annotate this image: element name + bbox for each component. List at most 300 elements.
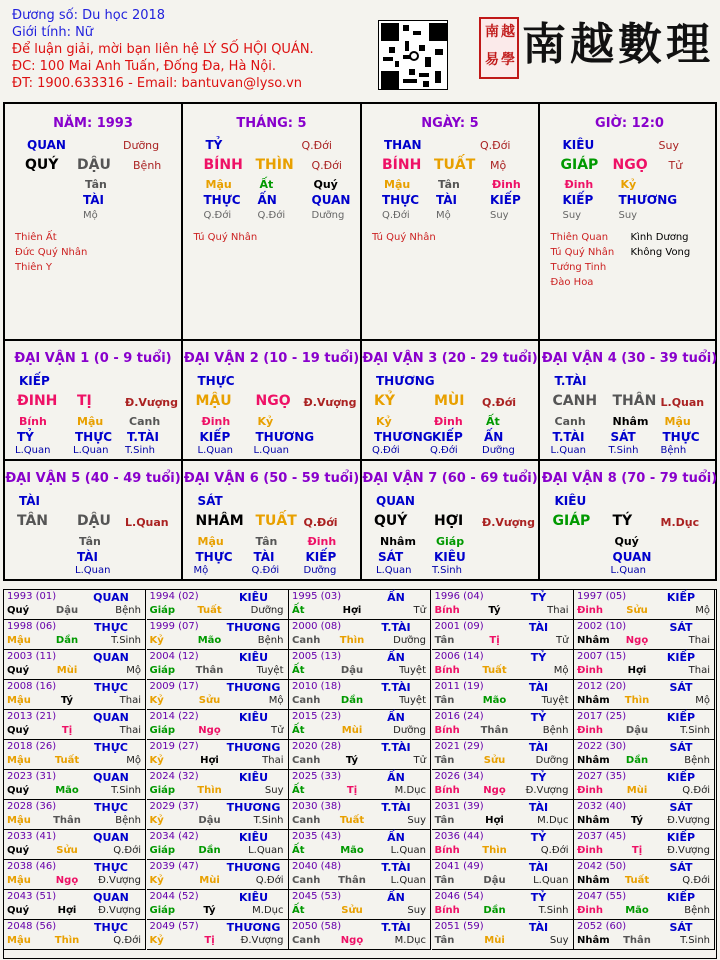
ten-god: THỰC — [94, 861, 128, 874]
pillar-4 — [541, 104, 719, 339]
year-label: 2050 (58) — [292, 921, 342, 932]
ten-god: QUAN — [93, 651, 129, 664]
year-label: 2008 (16) — [7, 681, 57, 692]
qr-module — [385, 27, 395, 37]
year-branch: Thân — [480, 725, 509, 736]
heavenly-stem: CANH — [552, 393, 598, 409]
hidden-god: THỰC — [195, 550, 233, 564]
year-label: 2007 (15) — [577, 651, 627, 662]
year-label: 2049 (57) — [149, 921, 199, 932]
year-phase: Bệnh — [257, 635, 284, 646]
year-cell[interactable] — [432, 650, 574, 680]
year-stem: Tân — [434, 635, 455, 646]
hidden-phase: Q.Đới — [251, 565, 280, 576]
status: Q.Đới — [311, 159, 342, 172]
year-phase: Q.Đới — [113, 845, 141, 856]
hidden-stem: Canh — [554, 415, 586, 428]
phase: Suy — [658, 139, 679, 152]
hidden-phase: Suy — [618, 210, 638, 221]
earthly-branch: TUẤT — [434, 157, 476, 173]
hidden-phase: Q.Đới — [430, 445, 458, 456]
qr-module — [395, 61, 399, 67]
ten-god: THỰC — [94, 801, 128, 814]
year-cell[interactable] — [147, 770, 289, 800]
ten-god: QUAN — [93, 591, 129, 604]
year-label: 2022 (30) — [577, 741, 627, 752]
ten-god: KIẾP — [19, 374, 50, 388]
phase: Đ.Vượng — [125, 396, 179, 409]
star: Thiên Ất — [15, 232, 57, 243]
year-label: 2026 (34) — [434, 771, 484, 782]
year-stem: Kỷ — [149, 695, 164, 706]
year-cell[interactable] — [147, 590, 289, 620]
year-phase: L.Quan — [248, 845, 284, 856]
year-stem: Quý — [7, 785, 30, 796]
ten-god: KIẾP — [666, 711, 696, 724]
year-stem: Mậu — [7, 875, 31, 886]
year-branch: Thìn — [197, 785, 222, 796]
year-branch: Dần — [483, 905, 506, 916]
year-cell[interactable] — [289, 650, 431, 680]
year-branch: Tị — [204, 935, 215, 946]
dai-van-title: ĐẠI VẬN 3 (20 - 29 tuổi) — [362, 351, 538, 366]
hidden-phase: L.Quan — [197, 445, 233, 456]
year-phase: Suy — [549, 935, 569, 946]
year-cell[interactable] — [289, 590, 431, 620]
year-stem: Giáp — [149, 665, 176, 676]
year-cell[interactable] — [147, 740, 289, 770]
hidden-phase: Suy — [490, 210, 509, 221]
hidden-stem: Canh — [129, 415, 161, 428]
year-cell[interactable] — [289, 710, 431, 740]
year-cell[interactable] — [147, 890, 289, 920]
year-branch: Ngọ — [55, 875, 79, 886]
phone-email: ĐT: 1900.633316 - Email: bantuvan@lyso.vn — [12, 76, 303, 91]
year-cell[interactable] — [4, 620, 146, 650]
year-phase: Suy — [407, 815, 426, 826]
year-stem: Đinh — [577, 665, 604, 676]
year-label: 2041 (49) — [434, 861, 484, 872]
star: Tú Quý Nhân — [372, 232, 436, 243]
status: Tử — [668, 159, 683, 172]
year-cell[interactable] — [147, 800, 289, 830]
year-phase: Tuyệt — [399, 665, 426, 676]
phase: L.Quan — [660, 396, 705, 409]
ten-god: THỰC — [94, 681, 128, 694]
qr-module — [383, 57, 393, 61]
hidden-god: TÀI — [77, 550, 99, 564]
year-cell[interactable] — [574, 830, 715, 860]
hidden-phase: Mộ — [436, 210, 451, 221]
ten-god: THƯƠNG — [226, 801, 281, 814]
hidden-phase: T.Sinh — [608, 445, 639, 456]
dai-van-title: ĐẠI VẬN 2 (10 - 19 tuổi) — [183, 351, 360, 366]
year-cell[interactable] — [4, 590, 146, 620]
year-label: 1998 (06) — [7, 621, 57, 632]
year-branch: Ngọ — [340, 935, 364, 946]
ten-god: QUAN — [93, 771, 129, 784]
year-cell[interactable] — [432, 680, 574, 710]
earthly-branch: TUẤT — [255, 513, 297, 529]
year-phase: Đ.Vượng — [240, 935, 284, 946]
year-cell[interactable] — [289, 830, 431, 860]
hidden-stem: Đinh — [434, 415, 463, 428]
year-branch: Dậu — [340, 665, 364, 676]
year-phase: Q.Đới — [255, 875, 284, 886]
ten-god: KIÊU — [238, 591, 269, 604]
year-branch: Tuất — [339, 815, 365, 826]
year-cell[interactable] — [147, 710, 289, 740]
year-cell[interactable] — [574, 620, 715, 650]
ten-god: SÁT — [669, 801, 693, 814]
ten-god: TỶ — [530, 891, 547, 904]
year-phase: Tử — [556, 635, 569, 646]
qr-module — [409, 69, 415, 75]
year-cell[interactable] — [4, 710, 146, 740]
year-branch: Mùi — [626, 785, 648, 796]
star: Tú Quý Nhân — [193, 232, 258, 243]
year-phase: T.Sinh — [111, 785, 141, 796]
year-branch: Sửu — [341, 905, 363, 916]
year-label: 2014 (22) — [149, 711, 199, 722]
hidden-phase: L.Quan — [550, 445, 586, 456]
year-branch: Hợi — [627, 665, 647, 676]
year-phase: T.Sinh — [680, 725, 710, 736]
year-cell[interactable] — [147, 830, 289, 860]
ten-god: SÁT — [669, 681, 693, 694]
year-phase: Bệnh — [115, 815, 141, 826]
year-phase: M.Dục — [252, 905, 284, 916]
dai-van-3 — [362, 341, 540, 459]
year-cell[interactable] — [574, 740, 715, 770]
hidden-stem: Quý — [614, 535, 639, 548]
ten-god: QUAN — [27, 138, 66, 152]
year-cell[interactable] — [4, 740, 146, 770]
earthly-branch: NGỌ — [255, 393, 291, 409]
ten-god: TÀI — [528, 801, 549, 814]
red-seal-stamp: 南 越 易 學 — [479, 17, 519, 79]
hidden-stem: Mậu — [205, 178, 232, 191]
hidden-god: SÁT — [610, 430, 636, 444]
year-cell[interactable] — [574, 800, 715, 830]
year-label: 2016 (24) — [434, 711, 484, 722]
phase: L.Quan — [125, 516, 169, 529]
ten-god: QUAN — [376, 494, 415, 508]
hidden-god: THƯƠNG — [618, 193, 678, 207]
ten-god: T.TÀI — [381, 921, 411, 934]
ten-god: THAN — [384, 138, 422, 152]
year-cell[interactable] — [574, 710, 715, 740]
ten-god: KIÊU — [238, 771, 269, 784]
year-label: 2039 (47) — [149, 861, 199, 872]
ten-god: T.TÀI — [381, 801, 411, 814]
year-phase: Thai — [688, 665, 710, 676]
year-phase: Mộ — [126, 665, 141, 676]
year-phase: Thai — [119, 725, 141, 736]
year-cell[interactable] — [4, 920, 146, 950]
hidden-phase: T.Sinh — [432, 565, 462, 576]
year-cell[interactable] — [147, 650, 289, 680]
hidden-god: THỰC — [662, 430, 700, 444]
phase: Q.Đới — [482, 396, 517, 409]
ten-god: KIẾP — [666, 771, 696, 784]
earthly-branch: DẬU — [77, 513, 111, 529]
hidden-phase: T.Sinh — [125, 445, 155, 456]
year-phase: M.Dục — [394, 935, 426, 946]
ten-god: T.TÀI — [554, 374, 587, 388]
year-cell[interactable] — [289, 680, 431, 710]
heavenly-stem: GIÁP — [552, 513, 591, 529]
hidden-phase: L.Quan — [73, 445, 109, 456]
year-label: 2003 (11) — [7, 651, 57, 662]
earthly-branch: THÌN — [255, 157, 294, 173]
year-cell[interactable] — [4, 680, 146, 710]
year-label: 1999 (07) — [149, 621, 199, 632]
year-phase: Bệnh — [115, 605, 141, 616]
year-branch: Sửu — [483, 755, 506, 766]
year-cell[interactable] — [432, 830, 574, 860]
ten-god: KIẾP — [666, 831, 696, 844]
year-cell[interactable] — [432, 590, 574, 620]
year-phase: Đ.Vượng — [667, 815, 710, 826]
year-label: 2027 (35) — [577, 771, 627, 782]
year-stem: Giáp — [149, 785, 176, 796]
year-stem: Nhâm — [577, 935, 610, 946]
year-stem: Canh — [292, 875, 321, 886]
year-cell[interactable] — [4, 650, 146, 680]
year-branch: Hợi — [485, 815, 504, 826]
year-cell[interactable] — [289, 860, 431, 890]
year-phase: Suy — [264, 785, 284, 796]
hidden-stem: Đinh — [201, 415, 231, 428]
qr-module — [435, 49, 443, 55]
year-stem: Tân — [434, 695, 455, 706]
year-label: 2015 (23) — [292, 711, 342, 722]
phase: Đ.Vượng — [303, 396, 357, 409]
year-branch: Tý — [60, 695, 74, 706]
year-label: 1996 (04) — [434, 591, 484, 602]
status: Bệnh — [133, 159, 162, 172]
year-branch: Dậu — [55, 605, 79, 616]
address: ĐC: 100 Mai Anh Tuấn, Đống Đa, Hà Nội. — [12, 59, 276, 74]
year-stem: Ất — [292, 905, 305, 916]
ten-god: KIÊU — [554, 494, 587, 508]
ten-god: T.TÀI — [381, 741, 411, 754]
year-label: 2034 (42) — [149, 831, 199, 842]
year-phase: Bệnh — [684, 755, 710, 766]
year-cell[interactable] — [432, 770, 574, 800]
earthly-branch: TỊ — [77, 393, 92, 409]
year-cell[interactable] — [289, 800, 431, 830]
year-branch: Tị — [489, 635, 500, 646]
ten-god: ẤN — [387, 771, 405, 784]
year-stem: Giáp — [149, 725, 176, 736]
year-phase: Tử — [413, 755, 426, 766]
year-cell[interactable] — [574, 770, 715, 800]
hidden-phase: L.Quan — [15, 445, 51, 456]
year-branch: Mão — [482, 695, 507, 706]
year-stem: Ất — [292, 845, 305, 856]
year-label: 2044 (52) — [149, 891, 199, 902]
ten-god: ẤN — [387, 591, 405, 604]
year-cell[interactable] — [289, 620, 431, 650]
hidden-phase: Q.Đới — [203, 210, 232, 221]
year-cell[interactable] — [574, 860, 715, 890]
year-phase: Tử — [413, 605, 426, 616]
year-cell[interactable] — [432, 860, 574, 890]
hidden-stem: Giáp — [436, 535, 465, 548]
year-label: 2001 (09) — [434, 621, 484, 632]
year-phase: Mộ — [695, 695, 710, 706]
year-cell[interactable] — [4, 830, 146, 860]
ten-god: THƯƠNG — [226, 921, 281, 934]
year-cell[interactable] — [574, 650, 715, 680]
ten-god: TỶ — [530, 711, 547, 724]
year-cell[interactable] — [4, 860, 146, 890]
year-branch: Dần — [198, 845, 221, 856]
year-cell[interactable] — [147, 860, 289, 890]
hidden-stem: Ất — [486, 415, 500, 428]
hidden-stem: Mậu — [77, 415, 104, 428]
hidden-phase: L.Quan — [610, 565, 646, 576]
dai-van-title: ĐẠI VẬN 4 (30 - 39 tuổi) — [541, 351, 718, 366]
hidden-god: T.TÀI — [127, 430, 159, 444]
year-phase: Đ.Vượng — [98, 875, 141, 886]
year-branch: Tuất — [624, 875, 650, 886]
year-cell[interactable] — [4, 770, 146, 800]
year-branch: Tý — [345, 755, 359, 766]
year-cell[interactable] — [432, 740, 574, 770]
year-stem: Đinh — [577, 905, 604, 916]
hidden-god: THƯƠNG — [374, 430, 433, 444]
year-stem: Giáp — [149, 605, 176, 616]
earthly-branch: NGỌ — [612, 157, 648, 173]
heavenly-stem: QUÝ — [374, 513, 408, 529]
year-phase: T.Sinh — [111, 635, 141, 646]
year-stem: Bính — [434, 905, 460, 916]
heavenly-stem: ĐINH — [17, 393, 58, 409]
year-branch: Dậu — [625, 725, 649, 736]
contact-note: Để luận giải, mời bạn liên hệ LÝ SỐ HỘI QUÁN. — [12, 42, 314, 57]
year-cell[interactable] — [432, 800, 574, 830]
year-phase: Q.Đới — [682, 785, 710, 796]
hidden-god: THỰC — [203, 193, 241, 207]
star: Kình Dương — [630, 232, 689, 243]
ten-god: TÀI — [528, 621, 549, 634]
year-cell[interactable] — [147, 620, 289, 650]
ten-god: KIÊU — [238, 711, 269, 724]
ten-god: THỰC — [94, 921, 128, 934]
year-label: 2004 (12) — [149, 651, 199, 662]
year-phase: Tuyệt — [399, 695, 426, 706]
pillar-title: THÁNG: 5 — [236, 116, 307, 131]
year-label: 2043 (51) — [7, 891, 57, 902]
year-branch: Dần — [625, 755, 649, 766]
ten-god: TÀI — [19, 494, 41, 508]
yearly-luck-grid — [3, 589, 717, 959]
year-phase: T.Sinh — [680, 935, 710, 946]
year-label: 2052 (60) — [577, 921, 627, 932]
year-stem: Quý — [7, 605, 30, 616]
ten-god: ẤN — [387, 831, 405, 844]
year-branch: Mão — [197, 635, 222, 646]
year-cell[interactable] — [289, 890, 431, 920]
year-stem: Kỷ — [149, 635, 164, 646]
year-stem: Canh — [292, 815, 321, 826]
year-phase: Mộ — [553, 665, 569, 676]
year-label: 2020 (28) — [292, 741, 342, 752]
year-cell[interactable] — [289, 770, 431, 800]
year-branch: Hợi — [200, 755, 219, 766]
qr-code[interactable] — [378, 20, 448, 90]
year-phase: Tuyệt — [541, 695, 569, 706]
hidden-god: SÁT — [378, 550, 404, 564]
ten-god: THƯƠNG — [226, 861, 281, 874]
hidden-phase: Dưỡng — [311, 210, 345, 221]
ten-god: ẤN — [387, 711, 405, 724]
qr-module — [419, 73, 429, 77]
year-label: 2033 (41) — [7, 831, 57, 842]
year-cell[interactable] — [432, 920, 574, 950]
phase: Đ.Vượng — [482, 516, 536, 529]
hidden-stem: Mậu — [664, 415, 691, 428]
year-cell[interactable] — [574, 680, 715, 710]
hidden-stem: Đinh — [492, 178, 521, 191]
year-cell[interactable] — [4, 890, 146, 920]
year-cell[interactable] — [432, 890, 574, 920]
heavenly-stem: BÍNH — [382, 157, 422, 173]
ten-god: KIÊU — [238, 651, 269, 664]
earthly-branch: MÙI — [434, 393, 465, 409]
qr-module — [419, 45, 425, 51]
year-branch: Ngọ — [483, 785, 506, 796]
year-cell[interactable] — [432, 710, 574, 740]
dai-van-2 — [184, 341, 362, 459]
year-label: 2000 (08) — [292, 621, 342, 632]
year-cell[interactable] — [574, 920, 715, 950]
year-stem: Kỷ — [149, 875, 164, 886]
year-stem: Bính — [434, 785, 460, 796]
ten-god: TÀI — [528, 741, 549, 754]
qr-module — [423, 81, 429, 87]
year-branch: Mùi — [199, 875, 220, 886]
hidden-phase: Dưỡng — [303, 565, 337, 576]
year-cell[interactable] — [147, 680, 289, 710]
star: Tú Quý Nhân — [550, 247, 615, 258]
year-cell[interactable] — [574, 590, 715, 620]
year-cell[interactable] — [147, 920, 289, 950]
year-phase: Đ.Vượng — [98, 905, 141, 916]
hidden-god: KIÊU — [434, 550, 466, 564]
year-branch: Thân — [195, 665, 224, 676]
year-cell[interactable] — [574, 890, 715, 920]
year-stem: Mậu — [7, 935, 31, 946]
ten-god: TÀI — [528, 861, 549, 874]
year-cell[interactable] — [289, 740, 431, 770]
year-cell[interactable] — [4, 800, 146, 830]
year-branch: Hợi — [57, 905, 77, 916]
year-cell[interactable] — [432, 620, 574, 650]
year-stem: Quý — [7, 905, 30, 916]
year-phase: Dưỡng — [535, 755, 569, 766]
year-cell[interactable] — [289, 920, 431, 950]
ten-god: ẤN — [387, 891, 405, 904]
earthly-branch: THÂN — [612, 393, 657, 409]
hidden-stem: Kỷ — [257, 415, 274, 428]
hidden-god: TỶ — [17, 430, 34, 444]
year-branch: Ngọ — [198, 725, 221, 736]
hidden-stem: Kỷ — [620, 178, 637, 191]
